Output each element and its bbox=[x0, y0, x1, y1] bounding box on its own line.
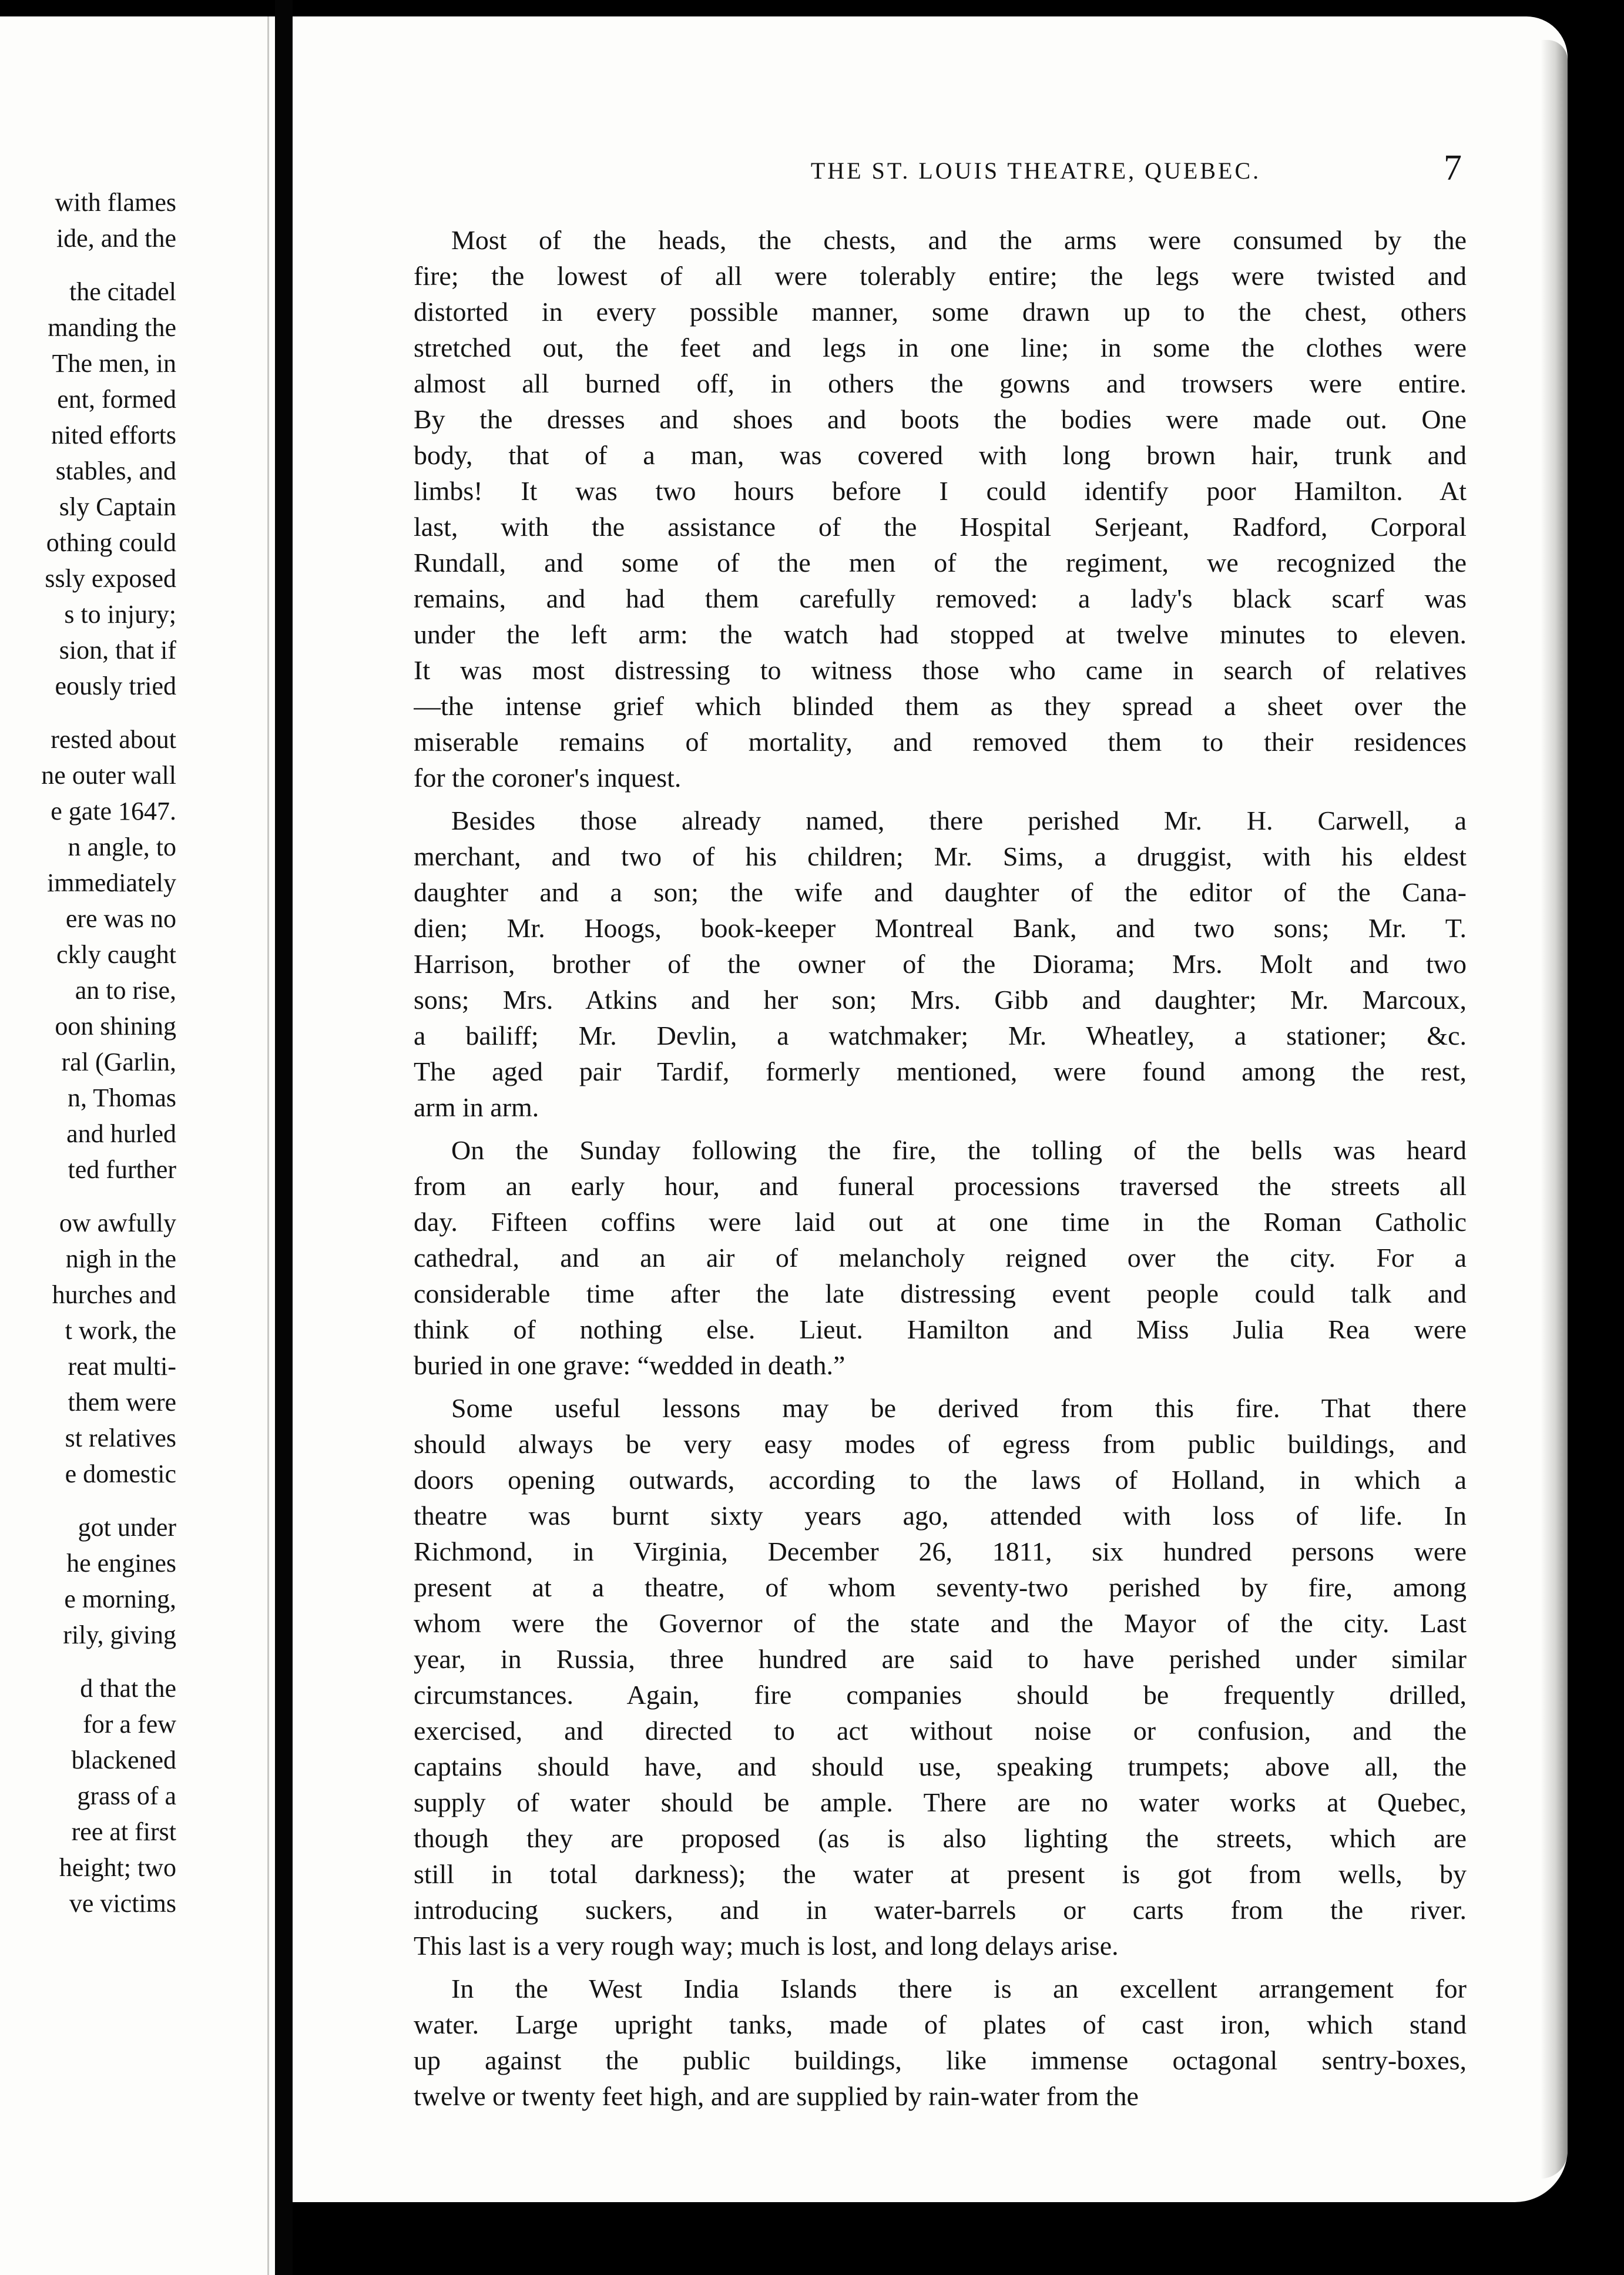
text-line: Rundall, and some of the men of the regiment, we recognized the bbox=[414, 548, 1467, 578]
text-line: up against the public buildings, like immense octagonal sentry-boxes, bbox=[414, 2045, 1467, 2075]
left-fragment-line: oon shining bbox=[55, 1012, 176, 1041]
text-line: —the intense grief which blinded them as they spread a sheet over the bbox=[414, 691, 1467, 721]
left-fragment-line: grass of a bbox=[77, 1781, 176, 1810]
text-line: considerable time after the late distressing event people could talk and bbox=[414, 1279, 1467, 1308]
left-fragment-line: ent, formed bbox=[57, 385, 176, 414]
text-line: last, with the assistance of the Hospital Serjeant, Radford, Corporal bbox=[414, 512, 1467, 542]
left-page bbox=[0, 16, 275, 2275]
text-line: merchant, and two of his children; Mr. Sims, a druggist, with his eldest bbox=[414, 841, 1467, 871]
text-line: daughter and a son; the wife and daughter of the editor of the Cana- bbox=[414, 877, 1467, 907]
text-line: under the left arm: the watch had stopped at twelve minutes to eleven. bbox=[414, 619, 1467, 649]
paragraph bbox=[414, 1390, 1467, 1964]
left-fragment-line: an to rise, bbox=[75, 976, 176, 1005]
text-line: twelve or twenty feet high, and are supplied by rain-water from the bbox=[414, 2081, 1139, 2111]
left-fragment-gap bbox=[0, 1187, 176, 1205]
text-line: Besides those already named, there perished Mr. H. Carwell, a bbox=[451, 806, 1467, 835]
left-fragment-gap bbox=[0, 704, 176, 722]
left-fragment-line: manding the bbox=[48, 313, 176, 342]
left-fragment-line: and hurled bbox=[66, 1119, 176, 1148]
text-line: On the Sunday following the fire, the tolling of the bells was heard bbox=[451, 1135, 1467, 1165]
left-fragment-line: nigh in the bbox=[65, 1244, 176, 1273]
text-line: sons; Mrs. Atkins and her son; Mrs. Gibb and daughter; Mr. Marcoux, bbox=[414, 985, 1467, 1015]
text-line: supply of water should be ample. There are no water works at Quebec, bbox=[414, 1787, 1467, 1817]
book-gutter bbox=[275, 0, 293, 2275]
page-number: 7 bbox=[1444, 148, 1462, 188]
left-fragment-line: e gate 1647. bbox=[51, 797, 176, 826]
left-fragment-line: n, Thomas bbox=[68, 1083, 176, 1112]
text-line: theatre was burnt sixty years ago, attended with loss of life. In bbox=[414, 1501, 1467, 1531]
text-line: introducing suckers, and in water-barrels or carts from the river. bbox=[414, 1895, 1467, 1925]
text-line: limbs! It was two hours before I could identify poor Hamilton. At bbox=[414, 476, 1467, 506]
text-line: captains should have, and should use, speaking trumpets; above all, the bbox=[414, 1751, 1467, 1781]
text-line: whom were the Governor of the state and the Mayor of the city. Last bbox=[414, 1608, 1467, 1638]
text-line: a bailiff; Mr. Devlin, a watchmaker; Mr. Wheatley, a stationer; &c. bbox=[414, 1021, 1467, 1051]
text-line: In the West India Islands there is an excellent arrangement for bbox=[451, 1974, 1467, 2004]
left-fragment-line: sly Captain bbox=[59, 492, 176, 521]
left-fragment-line: The men, in bbox=[52, 349, 176, 378]
right-page bbox=[293, 16, 1568, 2202]
text-line: circumstances. Again, fire companies should be frequently drilled, bbox=[414, 1680, 1467, 1710]
text-line: Some useful lessons may be derived from this fire. That there bbox=[451, 1393, 1467, 1423]
left-fragment-line: ide, and the bbox=[56, 224, 176, 253]
left-fragment-line: ere was no bbox=[65, 904, 176, 933]
left-fragment-line: for a few bbox=[83, 1710, 176, 1739]
text-line: still in total darkness); the water at present is got from wells, by bbox=[414, 1859, 1467, 1889]
left-fragment-gap bbox=[0, 1492, 176, 1509]
text-line: miserable remains of mortality, and removed them to their residences bbox=[414, 727, 1467, 757]
text-line: By the dresses and shoes and boots the bodies were made out. One bbox=[414, 404, 1467, 434]
text-line: Most of the heads, the chests, and the arms were consumed by the bbox=[451, 225, 1467, 255]
text-line: for the coroner's inquest. bbox=[414, 763, 682, 793]
text-line: stretched out, the feet and legs in one line; in some the clothes were bbox=[414, 333, 1467, 363]
left-fragment-line: ow awfully bbox=[59, 1209, 176, 1237]
text-line: buried in one grave: “wedded in death.” bbox=[414, 1350, 845, 1380]
text-line: Harrison, brother of the owner of the Diorama; Mrs. Molt and two bbox=[414, 949, 1467, 979]
text-line: body, that of a man, was covered with long brown hair, trunk and bbox=[414, 440, 1467, 470]
left-fragment-line: d that the bbox=[80, 1674, 176, 1703]
left-fragment-line: with flames bbox=[55, 188, 176, 217]
running-head: THE ST. LOUIS THEATRE, QUEBEC. bbox=[810, 157, 1261, 184]
left-fragment-line: sion, that if bbox=[59, 636, 176, 665]
paragraph bbox=[414, 803, 1467, 1125]
text-line: present at a theatre, of whom seventy-two perished by fire, among bbox=[414, 1572, 1467, 1602]
text-line: water. Large upright tanks, made of plates of cast iron, which stand bbox=[414, 2009, 1467, 2039]
left-fragment-line: rily, giving bbox=[63, 1620, 176, 1649]
left-fragment-line: t work, the bbox=[65, 1316, 176, 1345]
right-page-edge bbox=[1541, 40, 1568, 2179]
left-fragment-line: rested about bbox=[51, 725, 176, 754]
text-line: cathedral, and an air of melancholy reigned over the city. For a bbox=[414, 1243, 1467, 1273]
left-fragment-line: ssly exposed bbox=[45, 564, 176, 593]
text-line: arm in arm. bbox=[414, 1092, 539, 1122]
left-fragment-line: the citadel bbox=[69, 277, 176, 306]
left-fragment-gap bbox=[0, 256, 176, 274]
left-fragment-line: ral (Garlin, bbox=[61, 1048, 176, 1076]
left-fragment-line: s to injury; bbox=[64, 600, 176, 629]
text-line: year, in Russia, three hundred are said to have perished under similar bbox=[414, 1644, 1467, 1674]
text-line: doors opening outwards, according to the laws of Holland, in which a bbox=[414, 1465, 1467, 1495]
left-fragment-line: height; two bbox=[59, 1853, 176, 1882]
left-fragment-line: immediately bbox=[47, 868, 176, 897]
text-line: Richmond, in Virginia, December 26, 1811, six hundred persons were bbox=[414, 1536, 1467, 1566]
left-fragment-line: ne outer wall bbox=[41, 761, 176, 790]
left-fragment-line: e morning, bbox=[64, 1585, 176, 1613]
text-line: should always be very easy modes of egress from public buildings, and bbox=[414, 1429, 1467, 1459]
text-line: distorted in every possible manner, some drawn up to the chest, others bbox=[414, 297, 1467, 327]
paragraph bbox=[414, 1971, 1467, 2114]
left-fragment-line: ve victims bbox=[69, 1889, 176, 1918]
left-fragment-line: ckly caught bbox=[56, 940, 176, 969]
text-line: The aged pair Tardif, formerly mentioned, were found among the rest, bbox=[414, 1056, 1467, 1086]
left-fragment-line: ted further bbox=[68, 1155, 176, 1184]
paragraph bbox=[414, 222, 1467, 796]
text-line: think of nothing else. Lieut. Hamilton and Miss Julia Rea were bbox=[414, 1314, 1467, 1344]
text-line: almost all burned off, in others the gowns and trowsers were entire. bbox=[414, 368, 1467, 398]
left-page-edge bbox=[267, 16, 269, 2275]
left-fragment-line: blackened bbox=[71, 1746, 176, 1774]
left-fragment-line: othing could bbox=[46, 528, 176, 557]
left-fragment-line: he engines bbox=[66, 1549, 176, 1578]
left-fragment-line: n angle, to bbox=[68, 833, 176, 861]
text-line: remains, and had them carefully removed: a lady's black scarf was bbox=[414, 583, 1467, 613]
left-fragment-line: e domestic bbox=[65, 1459, 176, 1488]
text-line: This last is a very rough way; much is lost, and long delays arise. bbox=[414, 1931, 1119, 1961]
left-fragment-line: stables, and bbox=[55, 457, 176, 485]
text-line: day. Fifteen coffins were laid out at one time in the Roman Catholic bbox=[414, 1207, 1467, 1237]
text-line: from an early hour, and funeral processions traversed the streets all bbox=[414, 1171, 1467, 1201]
text-line: dien; Mr. Hoogs, book-keeper Montreal Bank, and two sons; Mr. T. bbox=[414, 913, 1467, 943]
left-page-text-fragments bbox=[0, 184, 176, 1921]
text-line: though they are proposed (as is also lighting the streets, which are bbox=[414, 1823, 1467, 1853]
left-fragment-line: hurches and bbox=[52, 1280, 176, 1309]
text-line: It was most distressing to witness those who came in search of relatives bbox=[414, 655, 1467, 685]
left-fragment-line: st relatives bbox=[65, 1424, 176, 1452]
left-fragment-line: nited efforts bbox=[51, 421, 176, 449]
body-text bbox=[414, 222, 1467, 2121]
text-line: fire; the lowest of all were tolerably entire; the legs were twisted and bbox=[414, 261, 1467, 291]
left-fragment-line: got under bbox=[78, 1513, 176, 1542]
text-line: exercised, and directed to act without noise or confusion, and the bbox=[414, 1716, 1467, 1746]
left-fragment-line: ree at first bbox=[71, 1817, 176, 1846]
paragraph bbox=[414, 1132, 1467, 1383]
left-fragment-line: reat multi- bbox=[68, 1352, 176, 1381]
left-fragment-line: eously tried bbox=[55, 672, 176, 700]
left-fragment-line: them were bbox=[68, 1388, 176, 1417]
left-fragment-gap bbox=[0, 1653, 176, 1670]
